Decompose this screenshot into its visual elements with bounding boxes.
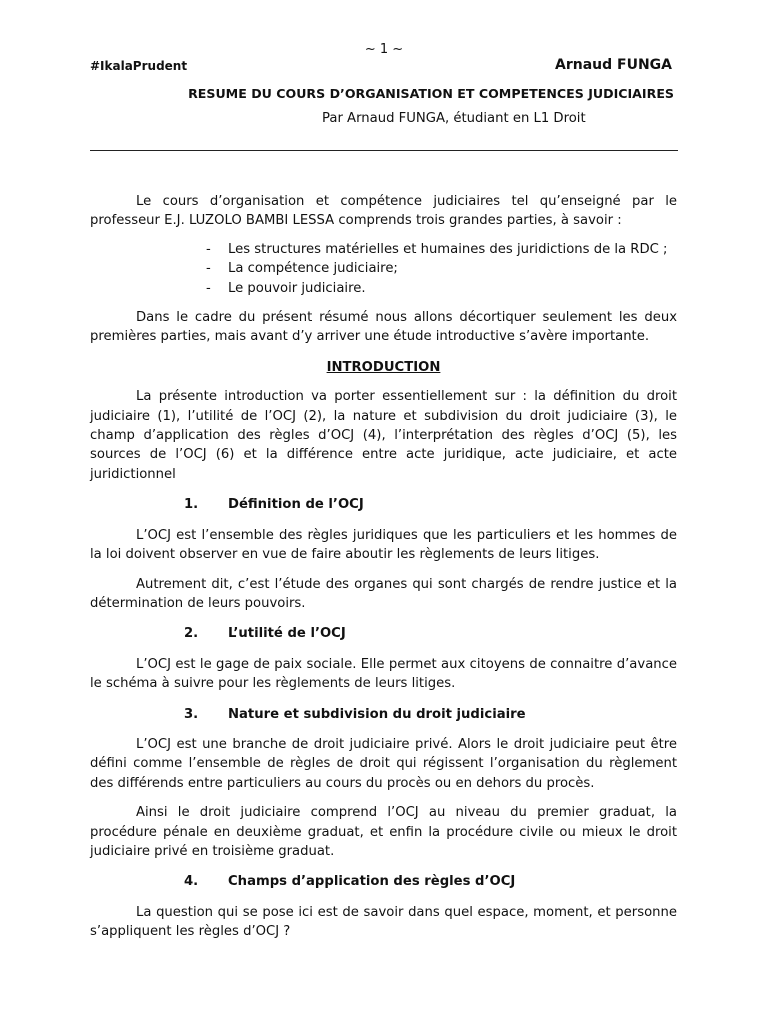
page-number: ~ 1 ~ (364, 42, 404, 57)
section-heading (90, 624, 677, 643)
section-title: L’utilité de l’OCJ (228, 626, 346, 642)
section-number: 2. (184, 626, 199, 642)
section-title: Nature et subdivision du droit judiciaire (228, 706, 526, 722)
list-item: - Les structures matérielles et humaines des juridictions de la RDC ; (206, 241, 668, 257)
introduction-paragraph: La présente introduction va porter essentiellement sur : la définition du droit judiciaire (1), l’utilité de l’OCJ (2), la nature et subdivision du droit judiciaire (3), le champ d’application des règles d’OCJ (4), l’interprétation des règles d’OCJ (5), les sources de l’OCJ (6) et la différence entre acte juridique, acte judiciaire, et acte juridictionnel (90, 389, 677, 482)
section-title: Définition de l’OCJ (228, 497, 364, 513)
introduction-heading: INTRODUCTION (326, 359, 441, 375)
section-paragraph: La question qui se pose ici est de savoir dans quel espace, moment, et personne s’appliquent les règles d’OCJ ? (90, 904, 677, 940)
list-item-text: La compétence judiciaire; (228, 261, 398, 277)
document-body (90, 192, 677, 942)
section-paragraph: L’OCJ est l’ensemble des règles juridiques que les particuliers et les hommes de la loi doivent observer en vue de faire aboutir les règlements de leurs litiges. (90, 527, 677, 563)
byline: Par Arnaud FUNGA, étudiant en L1 Droit (322, 111, 586, 126)
section-number: 1. (184, 497, 199, 513)
parts-list (90, 240, 677, 298)
intro-paragraph: Dans le cadre du présent résumé nous allons décortiquer seulement les deux premières parties, mais avant d’y arriver une étude introductive s’avère importante. (90, 310, 677, 345)
list-item: - La compétence judiciaire; (206, 261, 398, 277)
section-heading (90, 705, 677, 724)
section-heading (90, 495, 677, 514)
list-item-text: Le pouvoir judiciaire. (228, 280, 366, 296)
list-item: - Le pouvoir judiciaire. (206, 280, 366, 296)
hashtag: #IkalaPrudent (90, 59, 188, 73)
section-paragraph: Autrement dit, c’est l’étude des organes qui sont chargés de rendre justice et la détermination de leurs pouvoirs. (90, 576, 677, 611)
section-number: 3. (184, 706, 199, 722)
list-item-text: Les structures matérielles et humaines des juridictions de la RDC ; (228, 241, 668, 257)
section-paragraph: L’OCJ est le gage de paix sociale. Elle permet aux citoyens de connaitre d’avance le schéma à suivre pour les règlements de leurs litiges. (90, 656, 677, 692)
section-heading (90, 872, 677, 891)
header-divider (90, 150, 678, 151)
section-paragraph: L’OCJ est une branche de droit judiciaire privé. Alors le droit judiciaire peut être défini comme l’ensemble de règles de droit qui régissent l’organisation du règlement des différends entre particuliers au cours du procès ou en dehors du procès. (90, 736, 677, 791)
intro-paragraph: Le cours d’organisation et compétence judiciaires tel qu’enseigné par le professeur E.J. LUZOLO BAMBI LESSA comprends trois grandes parties, à savoir : (90, 194, 677, 229)
section-number: 4. (184, 874, 199, 890)
section-title: Champs d’application des règles d’OCJ (228, 874, 516, 890)
author-name: Arnaud FUNGA (555, 57, 672, 73)
section-paragraph: Ainsi le droit judiciaire comprend l’OCJ au niveau du premier graduat, la procédure pénale en deuxième graduat, et enfin la procédure civile ou mieux le droit judiciaire privé en troisième graduat. (90, 805, 677, 859)
document-title: RESUME DU COURS D’ORGANISATION ET COMPETENCES JUDICIAIRES (188, 86, 674, 101)
